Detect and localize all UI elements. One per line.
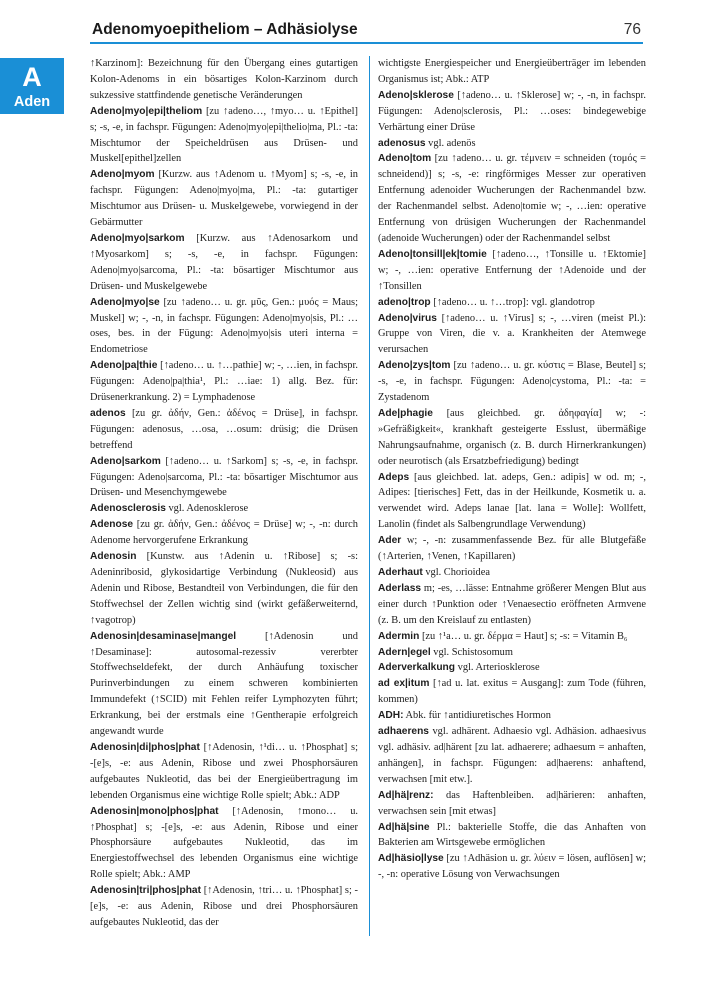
dictionary-entry	[378, 470, 646, 534]
dictionary-entry	[378, 788, 646, 820]
entry-definition: [Kurzw. aus ↑Adenom u. ↑Myom] s; -s, -e, in fachspr. Fügungen: Adeno|myo|ma, Pl.: -ta: gutartiger Mischtumor aus Drüsen- u. Muskelgewebe, vorwiegend in der Gebärmutter	[90, 169, 358, 229]
dictionary-entry	[378, 247, 646, 295]
entry-definition: [↑ad u. lat. exitus = Ausgang]: zum Tode (führen, kommen)	[378, 678, 646, 706]
dictionary-entry	[90, 454, 358, 502]
dictionary-entry	[90, 56, 358, 104]
entry-definition: [Kurzw. aus ↑Adenosarkom und ↑Myosarkom] s; -s, -e, in fachspr. Fügungen: Adeno|myo|sarcoma, Pl.: -ta: bösartiger Mischtumor aus Drüsen- und Muskelgewebe	[90, 232, 358, 292]
entry-headword: Ade|phagie	[378, 407, 433, 419]
right-column	[378, 56, 646, 883]
entry-definition: wichtigste Energiespeicher und Energieüberträger im lebenden Organismus ist; Abk.: ATP	[378, 58, 646, 85]
entry-definition: [zu gr. ἀδήν, Gen.: ἀδένος = Drüse], in fachspr. Fügungen: adenosus, …osa, …osum: drüsig; die Drüsen betreffend	[90, 407, 358, 451]
entry-definition: [↑adeno… u. ↑…pathie] w; -, …ien, in fachspr. Fügungen: Adeno|pa|thia¹, Pl.: …iae: 1) allg. Bez. für: Drüsenerkrankung. 2) = Lymphadenose	[90, 360, 358, 404]
dictionary-entry	[90, 501, 358, 517]
entry-headword: Adenosin|mono|phos|phat	[90, 805, 219, 817]
dictionary-entry	[378, 676, 646, 708]
entry-headword: Adeno|sarkom	[90, 455, 161, 467]
entry-headword: Adeno|myo|sarkom	[90, 232, 185, 244]
entry-headword: Ad|häsio|lyse	[378, 853, 444, 865]
dictionary-entry	[90, 358, 358, 406]
entry-definition: [Kunstw. aus ↑Adenin u. ↑Ribose] s; -s: Adeninribosid, glykosidartige Verbindung (Nukleosid) aus Adenin und Ribose, Bestandteil von Verbindungen, die für den Stoffwechsel der Zellen wichtig sind (wirkt gefäßerweiternd, ↑vagotrop)	[90, 551, 358, 626]
dictionary-entry	[378, 533, 646, 565]
dictionary-entry	[90, 549, 358, 629]
entry-definition: ↑Karzinom]: Bezeichnung für den Übergang eines gutartigen Kolon-Adenoms in ein bösartiges Kolon-Karzinom durch sukzessive stattfindende genetische Veränderungen	[90, 58, 358, 101]
page-number: 76	[623, 21, 641, 38]
entry-headword: ad ex|itum	[378, 678, 430, 690]
entry-headword: adenosus	[378, 137, 426, 149]
entry-definition: vgl. Schistosomum	[433, 646, 513, 658]
entry-headword: Adeno|myom	[90, 169, 155, 181]
entry-headword: Aderlass	[378, 582, 422, 594]
entry-definition: w; -, -n: zusammenfassende Bez. für alle Blutgefäße (↑Arterien, ↑Venen, ↑Kapillaren)	[378, 535, 646, 563]
thumb-index-word: Aden	[13, 94, 51, 110]
entry-definition: [↑Adenosin, ↑¹di… u. ↑Phosphat] s; -[e]s, -e: aus Adenin, Ribose und zwei Phosphorsäuren aufgebautes Nukleotid, das bei der Energieübertragung im lebenden Organismus eine wichtige Rolle spielt; Abk.: ADP	[90, 741, 358, 801]
entry-definition: m; -es, …lässe: Entnahme größerer Mengen Blut aus einer durch ↑Punktion oder ↑Venaesectio eröffneten Armvene (z. B. um den Kreislauf zu entlasten)	[378, 582, 646, 626]
dictionary-entry	[378, 406, 646, 470]
entry-definition: [↑adeno… u. ↑Sarkom] s; -s, -e, in fachspr. Fügungen: Adeno|sarcoma, Pl.: -ta: bösartiger Mischtumor aus Drüsen- und Mesenchymgewebe	[90, 455, 358, 499]
entry-definition: [zu ↑Adhäsion u. gr. λύειν = lösen, auflösen] w; -, -n: operative Lösung von Verwachsungen	[378, 853, 646, 881]
dictionary-entry	[378, 724, 646, 788]
dictionary-entry	[378, 581, 646, 629]
thumb-index-letter: A	[22, 62, 42, 92]
entry-definition: [↑adeno… u. ↑Sklerose] w; -, -n, in fachspr. Fügungen: Adeno|sclerosis, Pl.: …oses: bindegewebige Verhärtung einer Drüse	[378, 89, 646, 133]
dictionary-entry	[378, 151, 646, 246]
entry-headword: Ad|hä|renz:	[378, 789, 434, 801]
entry-headword: Aderverkalkung	[378, 662, 456, 674]
dictionary-entry	[378, 136, 646, 152]
entry-definition: [zu ↑¹a… u. gr. δέρμα = Haut] s; -s: = Vitamin B₆	[421, 630, 628, 642]
entry-headword: adhaerens	[378, 726, 429, 738]
entry-definition: [zu ↑adeno… u. gr. κύστις = Blase, Beutel] s; -s, -e, in fachspr. Fügungen: Adeno|cystoma, Pl.: -ta: = Zystadenom	[378, 360, 646, 404]
dictionary-entry	[90, 629, 358, 740]
entry-headword: Adenosclerosis	[90, 503, 166, 515]
dictionary-entry	[378, 645, 646, 661]
dictionary-entry	[378, 56, 646, 88]
entry-definition: vgl. Chorioidea	[425, 567, 490, 578]
entry-headword: Adeno|virus	[378, 312, 437, 324]
dictionary-entry	[378, 629, 646, 645]
entry-definition: [↑adeno… u. ↑Virus] s; -, …viren (meist Pl.): Gruppe von Viren, die v. a. Krankheiten der Atemwege verursachen	[378, 312, 646, 356]
dictionary-entry	[90, 231, 358, 295]
entry-definition: [zu ↑adeno… u. gr. μῦς, Gen.: μυός = Maus; Muskel] w; -, -n, in fachspr. Fügungen: Adeno|myo|sis, Pl.: …oses, bes. in der Fügung: Adeno|myo|sis uteri interna = Endometriose	[90, 296, 358, 356]
entry-definition: [aus gleichbed. gr. ἀδηφαγία] w; -: »Gefräßigkeit«, krankhaft gesteigerte Esslust, übermäßige Nahrungsaufnahme, organisch (z. B. durch Hirnerkrankungen) oder neurotisch (als Ersatzbefriedigung) bedingt	[378, 407, 646, 467]
entry-headword: Adenosin|di|phos|phat	[90, 741, 200, 753]
entry-headword: Adermin	[378, 630, 420, 642]
entry-headword: ADH:	[378, 710, 404, 722]
thumb-index-tab	[0, 58, 64, 114]
entry-definition: [↑Adenosin und ↑Desaminase]: autosomal-rezessiv vererbter Stoffwechseldefekt, der durch Anhäufung toxischer Purinverbindungen zu einem schweren kombinierten Immundefekt (↑SCID) mit Fehlen reifer Lymphozyten führt; Erkrankung, bei der erstmals eine ↑Gentherapie erfolgreich angewandt wurde	[90, 630, 358, 738]
dictionary-entry	[90, 167, 358, 231]
entry-definition: vgl. Arteriosklerose	[457, 662, 540, 674]
entry-headword: Adern|egel	[378, 646, 431, 658]
entry-headword: Ader	[378, 535, 402, 547]
entry-definition: [aus gleichbed. lat. adeps, Gen.: adipis] w od. m; -, Adipes: [tierisches] Fett, das in der Heilkunde, Kosmetik u. a. verwendet wird. Adeps lanae [lat. lana = Wolle]: Wollfett, Lanolin (findet als Salbengrundlage Verwendung)	[378, 471, 646, 531]
entry-definition: [↑adeno… u. ↑…trop]: vgl. glandotrop	[433, 296, 595, 308]
entry-headword: Adeno|tom	[378, 153, 432, 165]
dictionary-entry	[90, 295, 358, 359]
entry-definition: das Haftenbleiben. ad|härieren: anhaften, verwachsen sein [mit etwas]	[378, 789, 646, 817]
header-rule	[90, 42, 643, 44]
entry-definition: [↑Adenosin, ↑mono… u. ↑Phosphat] s; -[e]s, -e: aus Adenin, Ribose und einer Phosphorsäure aufgebautes Nukleotid, das im Energiestoffwechsel des lebenden Organismus eine wichtige Rolle spielt; Abk.: AMP	[90, 805, 358, 881]
dictionary-entry	[378, 88, 646, 136]
dictionary-entry	[90, 104, 358, 168]
entry-definition: Abk. für ↑antidiuretisches Hormon	[405, 710, 551, 722]
entry-headword: adeno|trop	[378, 296, 431, 308]
entry-definition: [↑Adenosin, ↑tri… u. ↑Phosphat] s; -[e]s, -e: aus Adenin, Ribose und drei Phosphorsäuren aufgebautes Nukleotid, das der	[90, 885, 358, 928]
entry-headword: Adeno|myo|se	[90, 296, 160, 308]
entry-headword: adenos	[90, 407, 126, 419]
entry-definition: vgl. adhärent. Adhaesio vgl. Adhäsion. adhaesivus vgl. adhäsiv. ad|härent [zu lat. adhaerere; adhaesum = anhaften, anhängen], in fachspr. Fügungen: ad|haerens: anhaftend, verwachsen [mit etw.].	[378, 726, 646, 785]
entry-headword: Adenosin|desaminase|mangel	[90, 630, 237, 642]
dictionary-entry	[90, 406, 358, 454]
dictionary-entry	[378, 708, 646, 724]
dictionary-entry	[90, 804, 358, 884]
entry-headword: Adeno|myo|epi|theliom	[90, 105, 203, 117]
dictionary-entry	[378, 565, 646, 581]
dictionary-entry	[378, 358, 646, 406]
dictionary-entry	[378, 660, 646, 676]
entry-headword: Adeno|pa|thie	[90, 360, 158, 372]
running-head-title: Adenomyoepitheliom – Adhäsiolyse	[92, 21, 358, 38]
entry-definition: [zu ↑adeno…, ↑myo… u. ↑Epithel] s; -s, -e, in fachspr. Fügungen: Adeno|myo|epi|thelio|ma, Pl.: -ta: Mischtumor der Speicheldrüsen aus Drüsen- und Muskel[epithel]zellen	[90, 105, 358, 165]
left-column	[90, 56, 358, 931]
entry-headword: Adeno|tonsill|ek|tomie	[378, 248, 487, 260]
dictionary-entry	[378, 311, 646, 359]
column-divider	[369, 56, 370, 936]
entry-headword: Adeno|zys|tom	[378, 360, 451, 372]
entry-definition: [↑adeno…, ↑Tonsille u. ↑Ektomie] w; -, …ien: operative Entfernung der ↑Adenoide und der ↑Tonsillen	[378, 248, 646, 292]
dictionary-entry	[90, 517, 358, 549]
dictionary-entry	[90, 740, 358, 804]
entry-definition: vgl. adenös	[428, 137, 476, 149]
entry-definition: Pl.: bakterielle Stoffe, die das Anhaften von Bakterien am Wirtsgewebe ermöglichen	[378, 821, 646, 849]
entry-headword: Adenosin	[90, 551, 137, 563]
entry-headword: Adeno|sklerose	[378, 89, 454, 101]
dictionary-entry	[378, 295, 646, 311]
entry-headword: Aderhaut	[378, 567, 423, 578]
entry-headword: Adenose	[90, 519, 134, 531]
entry-headword: Adenosin|tri|phos|phat	[90, 885, 201, 897]
dictionary-entry	[378, 851, 646, 883]
entry-headword: Ad|hä|sine	[378, 821, 430, 833]
entry-headword: Adeps	[378, 471, 410, 483]
dictionary-entry	[90, 883, 358, 931]
entry-definition: [zu ↑adeno… u. gr. τέμνειν = schneiden (τομός = schneidend)] s; -s, -e: ringförmiges Messer zur operativen Entfernung adenoider Wucherungen der Rachenmandel bzw. der Rachenmandel selbst. Adeno|tomie w; -, …ien: operative Entfernung von drüsigen Wucherungen der Rachenmandel (adenoide Wucherungen) oder der Rachenmandel selbst	[378, 153, 646, 244]
entry-definition: vgl. Adenosklerose	[168, 503, 249, 515]
entry-definition: [zu gr. ἀδήν, Gen.: ἀδένος = Drüse] w; -, -n: durch Adenome hervorgerufene Erkrankung	[90, 519, 358, 547]
dictionary-entry	[378, 820, 646, 852]
